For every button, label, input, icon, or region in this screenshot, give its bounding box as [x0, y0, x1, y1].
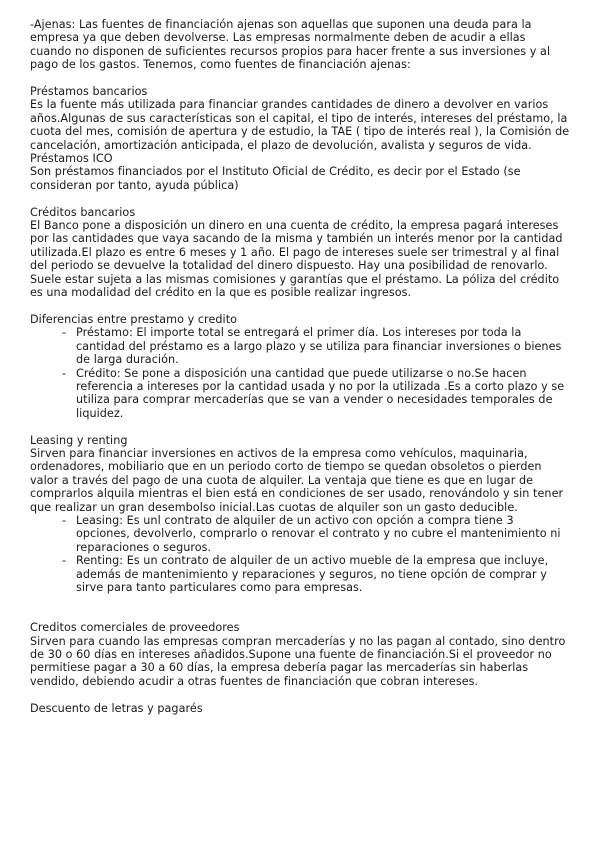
leasing-renting-paragraph: Sirven para financiar inversiones en activos de la empresa como vehículos, maquinaria, ordenadores, mobiliario que en un periodo corto de tiempo se quedan obsoletos o pierden valor a través del pago de una cuota de alquiler. La ventaja que tiene es que en lugar de comprarlos alquila mientras el bien está en condiciones de ser usado, renovándolo y sin tener que realizar un gran desembolso inicial.Las cuotas de alquiler son un gasto deducible.: [30, 446, 564, 514]
list-item-credito: - Crédito: Se pone a disposición una cantidad que puede utilizarse o no.Se hacen referencia a intereses por la cantidad usada y no por la utilizada .Es a corto plazo y se utiliza para comprar mercaderías que se van a vender o necesidades temporales de liquidez.: [76, 367, 570, 421]
list-item-prestamo: - Préstamo: El importe total se entregará el primer día. Los intereses por toda la cantidad del préstamo es a largo plazo y se utiliza para financiar inversiones o bienes de larga duración.: [76, 326, 570, 366]
intro-paragraph: -Ajenas: Las fuentes de financiación ajenas son aquellas que suponen una deuda para la empresa ya que deben devolverse. Las empresas normalmente deben de acudir a ellas cuando no disponen de suficientes recursos propios para hacer frente a sus inversiones y al pago de los gastos. Tenemos, como fuentes de financiación ajenas:: [30, 18, 551, 72]
prestamos-ico-paragraph: Son préstamos financiados por el Instituto Oficial de Crédito, es decir por el Estado (se consideran por tanto, ayuda pública): [30, 165, 521, 192]
leasing-renting-list: [30, 514, 570, 594]
heading-diferencias: Diferencias entre prestamo y credito: [30, 312, 238, 326]
list-item-leasing: - Leasing: Es unl contrato de alquiler de un activo con opción a compra tiene 3 opciones, devolverlo, comprarlo o renovar el contrato y no cubre el mantenimiento ni reparaciones o seguros.: [76, 514, 570, 554]
creditos-bancarios-paragraph: El Banco pone a disposición un dinero en una cuenta de crédito, la empresa pagará intereses por las cantidades que vaya sacando de la misma y también un interés menor por la cantidad utilizada.El plazo es entre 6 meses y 1 año. El pago de intereses suele ser trimestral y al final del periodo se devuelve la totalidad del dinero dispuesto. Hay una posibilidad de renovarlo. Suele estar sujeta a las mismas comisiones y garantías que el préstamo. La póliza del crédito es una modalidad del crédito en la que es posible realizar ingresos.: [30, 219, 563, 300]
creditos-comerciales-paragraph: Sirven para cuando las empresas compran mercaderías y no las pagan al contado, sino dentro de 30 o 60 días en intereses añadidos.Supone una fuente de financiación.Si el proveedor no permitiese pagar a 30 a 60 días, la empresa debería pagar las mercaderías sin haberlas vendido, debiendo acudir a otras fuentes de financiación que cobran intereses.: [30, 634, 566, 688]
heading-creditos-comerciales: Creditos comerciales de proveedores: [30, 621, 240, 635]
prestamos-bancarios-paragraph: Es la fuente más utilizada para financiar grandes cantidades de dinero a devolver en varios años.Algunas de sus características son el capital, el tipo de interés, intereses del préstamo, la cuota del mes, comisión de apertura y de estudio, la TAE ( tipo de interés real ), la Comisión de cancelación, amortización anticipada, el plazo de devolución, avalista y seguros de vida.: [30, 98, 570, 152]
heading-leasing-renting: Leasing y renting: [30, 433, 128, 447]
heading-prestamos-bancarios: Préstamos bancarios: [30, 85, 148, 99]
diferencias-list: [30, 326, 570, 420]
heading-descuento-letras: Descuento de letras y pagarés: [30, 701, 203, 715]
heading-creditos-bancarios: Créditos bancarios: [30, 205, 136, 219]
heading-prestamos-ico: Préstamos ICO: [30, 152, 113, 166]
list-item-renting: - Renting: Es un contrato de alquiler de un activo mueble de la empresa que incluye, además de mantenimiento y reparaciones y seguros, no tiene opción de comprar y sirve para tanto particulares como para empresas.: [76, 554, 570, 594]
